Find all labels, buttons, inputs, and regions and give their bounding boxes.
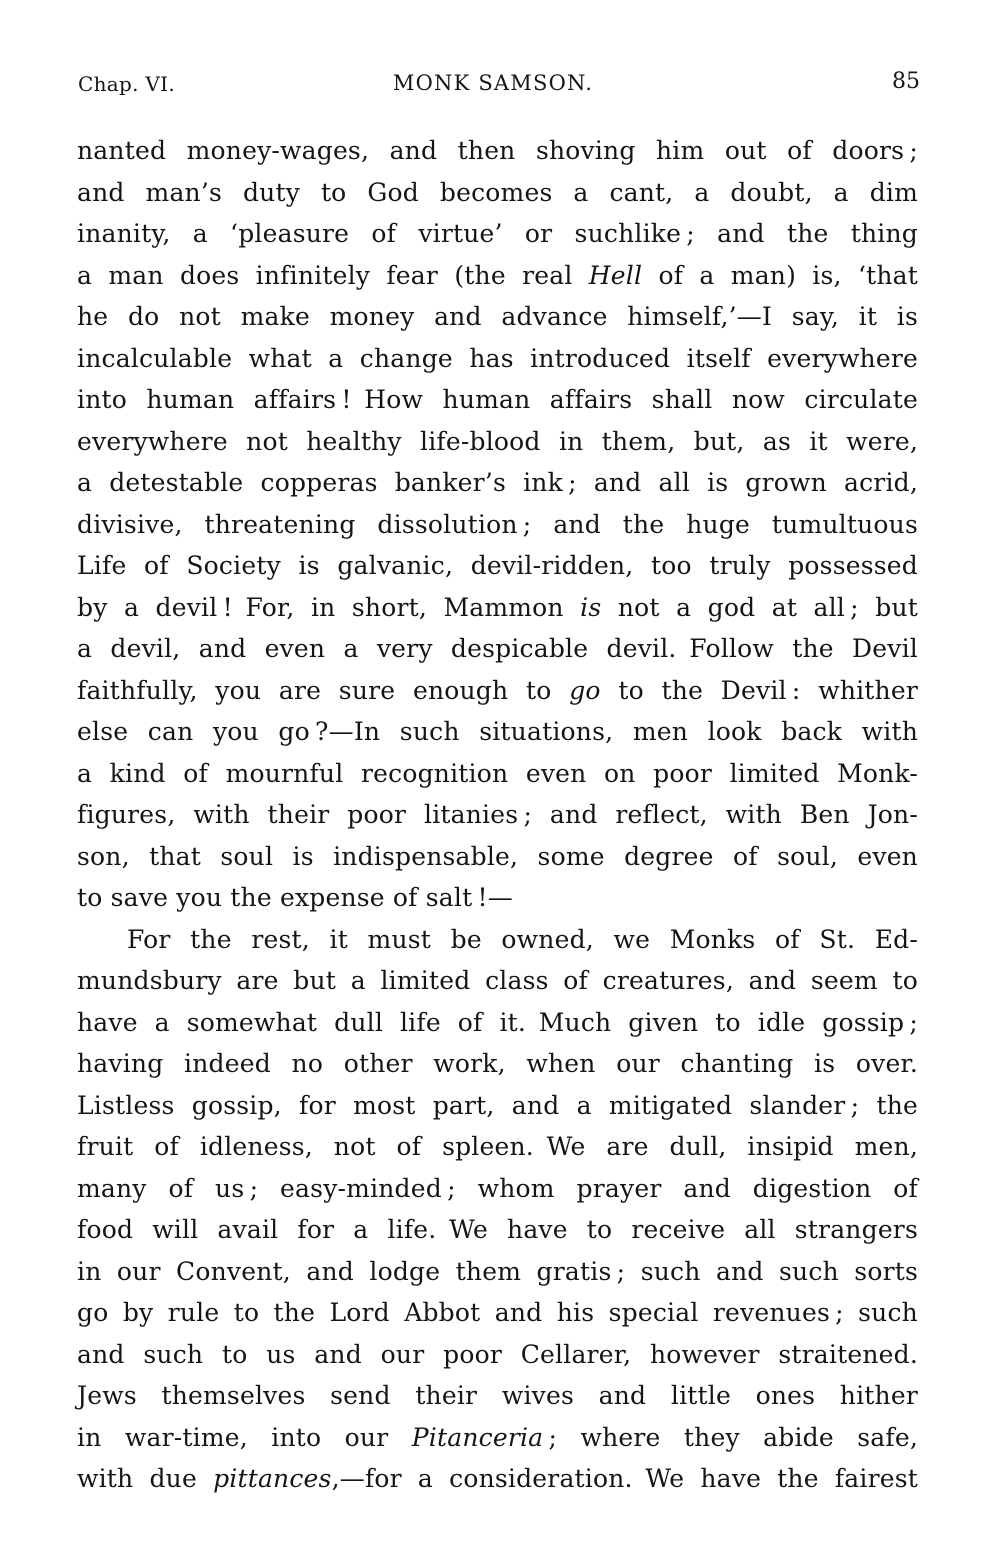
italic-text: pittances	[213, 1464, 332, 1493]
text-segment: a man does infinitely fear (the real	[77, 260, 589, 290]
text-line	[77, 379, 918, 421]
text-line	[77, 504, 918, 546]
text-segment: in war-time, into our	[77, 1422, 412, 1452]
running-title: MONK SAMSON.	[392, 71, 594, 95]
text-segment: and such to us and our poor Cellarer, however straitened.	[77, 1339, 918, 1369]
text-line	[77, 130, 918, 172]
text-line	[77, 711, 918, 753]
text-line	[77, 877, 918, 919]
text-line	[77, 213, 918, 255]
text-segment: by a devil ! For, in short, Mammon	[77, 592, 581, 622]
text-line	[77, 670, 918, 712]
text-segment: For the rest, it must be owned, we Monks of St. Ed-	[127, 924, 918, 954]
text-segment: son, that soul is indispensable, some degree of soul, even	[77, 841, 918, 871]
text-line	[77, 960, 918, 1002]
text-line	[77, 1292, 918, 1334]
italic-text: go	[569, 675, 601, 705]
text-line	[77, 1209, 918, 1251]
text-segment: a detestable copperas banker’s ink ; and all is grown acrid,	[77, 468, 918, 497]
italic-text: is	[580, 592, 602, 622]
text-segment: not a god at all ; but	[601, 592, 918, 622]
text-segment: nanted money-wages, and then shoving him out of doors ;	[77, 136, 918, 165]
text-segment: in our Convent, and lodge them gratis ; such and such sorts	[77, 1256, 918, 1286]
text-line	[77, 1375, 918, 1417]
text-line	[77, 421, 918, 463]
text-segment: inanity, a ‘pleasure of virtue’ or suchlike ; and the thing	[77, 219, 918, 248]
text-line	[77, 1002, 918, 1044]
text-line	[77, 1043, 918, 1085]
text-segment: fruit of idleness, not of spleen. We are dull, insipid men,	[77, 1132, 918, 1161]
text-line	[77, 919, 918, 961]
text-segment: Listless gossip, for most part, and a mitigated slander ; the	[77, 1090, 918, 1120]
text-line	[77, 172, 918, 214]
text-segment: ; where they abide safe,	[543, 1422, 918, 1452]
text-segment: go by rule to the Lord Abbot and his special revenues ; such	[77, 1298, 918, 1327]
text-line	[77, 628, 918, 670]
text-segment: he do not make money and advance himself,’—I say, it is	[77, 302, 918, 331]
text-segment: else can you go ?—In such situations, men look back with	[77, 717, 918, 746]
text-segment: figures, with their poor litanies ; and reflect, with Ben Jon-	[77, 800, 918, 829]
text-segment: into human affairs ! How human affairs shall now circulate	[77, 385, 918, 414]
text-segment: faithfully, you are sure enough to	[77, 675, 570, 705]
text-line	[77, 338, 918, 380]
text-line	[77, 753, 918, 795]
text-segment: Jews themselves send their wives and little ones hither	[77, 1381, 918, 1410]
text-segment: ,—for a consideration. We have the fairest	[331, 1464, 919, 1493]
text-segment: everywhere not healthy life-blood in them, but, as it were,	[77, 426, 918, 456]
text-segment: a kind of mournful recognition even on poor limited Monk-	[77, 758, 918, 788]
chapter-label: Chap. VI.	[78, 72, 176, 96]
text-segment: with due	[77, 1464, 214, 1493]
text-segment: of a man) is, ‘that	[642, 260, 918, 290]
text-segment: having indeed no other work, when our chanting is over.	[77, 1049, 918, 1078]
text-segment: divisive, threatening dissolution ; and the huge tumultuous	[77, 509, 918, 539]
text-line	[77, 1417, 918, 1459]
text-line	[77, 1168, 918, 1210]
text-segment: incalculable what a change has introduced itself everywhere	[77, 343, 918, 373]
text-line	[77, 1458, 918, 1500]
text-segment: Life of Society is galvanic, devil-ridden, too truly possessed	[77, 551, 918, 580]
text-segment: many of us ; easy-minded ; whom prayer and digestion of	[77, 1173, 918, 1203]
text-line	[77, 836, 918, 878]
text-line	[77, 1334, 918, 1376]
text-segment: to the Devil : whither	[600, 675, 919, 705]
text-segment: and man’s duty to God becomes a cant, a doubt, a dim	[77, 177, 918, 207]
text-line	[77, 255, 918, 297]
text-line	[77, 1085, 918, 1127]
text-line	[77, 1251, 918, 1293]
text-segment: have a somewhat dull life of it. Much given to idle gossip ;	[77, 1007, 918, 1037]
text-line	[77, 587, 918, 629]
text-line	[77, 794, 918, 836]
italic-text: Pitanceria	[411, 1422, 544, 1452]
text-segment: a devil, and even a very despicable devil. Follow the Devil	[77, 634, 918, 663]
text-line	[77, 545, 918, 587]
text-line	[77, 462, 918, 504]
text-line	[77, 1126, 918, 1168]
italic-text: Hell	[588, 260, 643, 290]
text-segment: mundsbury are but a limited class of creatures, and seem to	[77, 966, 918, 995]
page-body	[77, 130, 918, 1500]
text-segment: to save you the expense of salt !—	[77, 883, 513, 912]
text-line	[77, 296, 918, 338]
page-number: 85	[892, 69, 920, 94]
text-segment: food will avail for a life. We have to receive all strangers	[77, 1215, 918, 1244]
